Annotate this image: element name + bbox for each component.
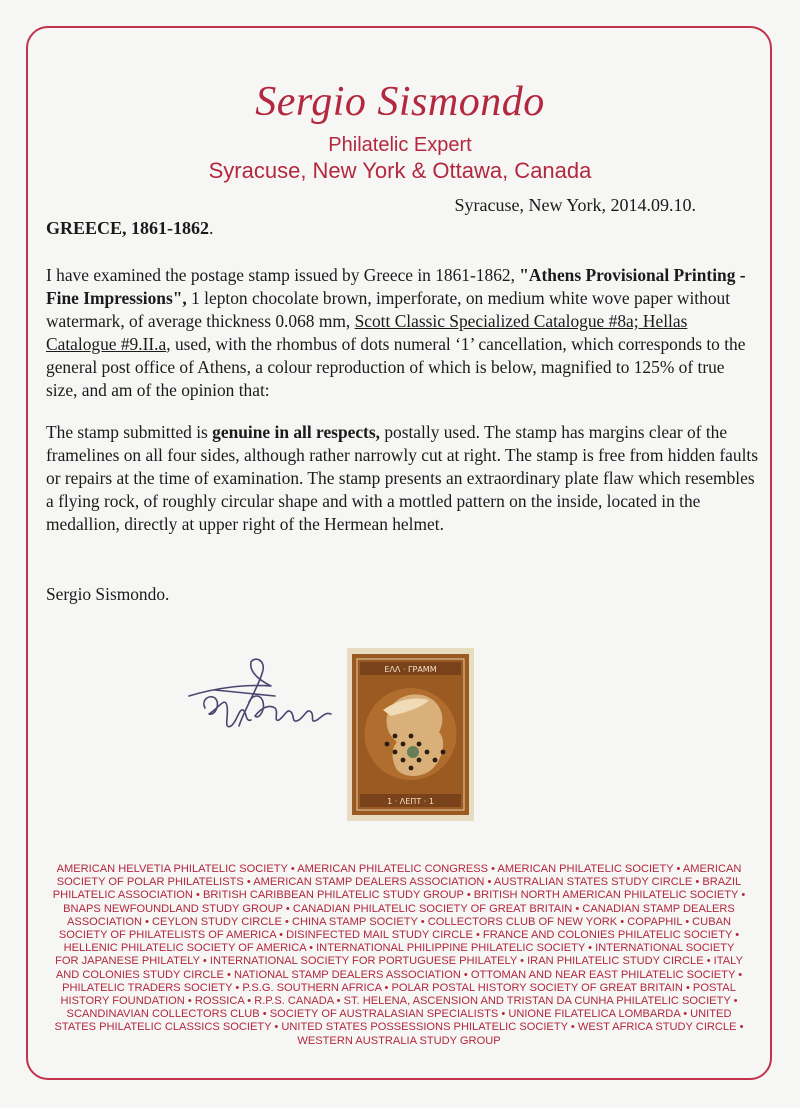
p1-bold-title: "Athens Provisional Printing - Fine Impressions", (46, 265, 746, 308)
p1-text-3: , used, with the rhombus of dots numeral ‘1’ cancellation, which corresponds to the general post office of Athens, a colour reproduction of which is below, magnified to 125% of true size, and am of the opinion that: (46, 334, 746, 400)
p2-bold-verdict: genuine in all respects, (212, 422, 380, 442)
heading-country: GREECE, 1861-1862 (46, 218, 210, 238)
handwritten-signature (175, 650, 345, 750)
p2-text-1: The stamp submitted is (46, 422, 213, 442)
date-line: Syracuse, New York, 2014.09.10. (454, 195, 696, 215)
p1-text-2: 1 lepton chocolate brown, imperforate, on medium white wove paper without watermark, of average thickness 0.068 mm, (46, 288, 731, 331)
p2-text-2: postally used. The stamp has margins clear of the framelines on all four sides, although rather narrowly cut at right. The stamp is free from hidden faults or repairs at the time of examination. The stamp presents an extraordinary plate flaw which resembles a flying rock, of roughly circular shape and with a mottled pattern on the inside, located in the medallion, directly at upper right of the Hermean helmet. (46, 422, 759, 534)
stamp-bottom-text: 1 · ΛΕΠΤ · 1 (387, 797, 434, 806)
stamp-image (347, 648, 474, 821)
closing-signature-name: Sergio Sismondo. (46, 584, 170, 604)
paragraph-opinion (46, 421, 758, 536)
societies-list: AMERICAN HELVETIA PHILATELIC SOCIETY • AMERICAN PHILATELIC CONGRESS • AMERICAN PHILATELIC SOCIETY • AMERICAN SOCIETY OF POLAR PHILATELISTS • AMERICAN STAMP DEALERS ASSOCIATION • AUSTRALIAN STATES STUDY CIRCLE • BRAZIL PHILATELIC ASSOCIATION • BRITISH CARIBBEAN PHILATELIC STUDY GROUP • BRITISH NORTH AMERICAN PHILATELIC SOCIETY • BNAPS NEWFOUNDLAND STUDY GROUP • CANADIAN PHILATELIC SOCIETY OF GREAT BRITAIN • CANADIAN STAMP DEALERS ASSOCIATION • CEYLON STUDY CIRCLE • CHINA STAMP SOCIETY • COLLECTORS CLUB OF NEW YORK • COPAPHIL • CUBAN SOCIETY OF PHILATELISTS OF AMERICA • DISINFECTED MAIL STUDY CIRCLE • FRANCE AND COLONIES PHILATELIC SOCIETY • HELLENIC PHILATELIC SOCIETY OF AMERICA • INTERNATIONAL PHILIPPINE PHILATELIC SOCIETY • INTERNATIONAL SOCIETY FOR JAPANESE PHILATELY • INTERNATIONAL SOCIETY FOR PORTUGUESE PHILATELY • IRAN PHILATELIC STUDY CIRCLE • ITALY AND COLONIES STUDY CIRCLE • NATIONAL STAMP DEALERS ASSOCIATION • OTTOMAN AND NEAR EAST PHILATELIC SOCIETY • PHILATELIC TRADERS SOCIETY • P.S.G. SOUTHERN AFRICA • POLAR POSTAL HISTORY SOCIETY OF GREAT BRITAIN • POSTAL HISTORY FOUNDATION • ROSSICA • R.P.S. CANADA • ST. HELENA, ASCENSION AND TRISTAN DA CUNHA PHILATELIC SOCIETY • SCANDINAVIAN COLLECTORS CLUB • SOCIETY OF AUSTRALASIAN SPECIALISTS • UNIONE FILATELICA LOMBARDA • UNITED STATES PHILATELIC CLASSICS SOCIETY • UNITED STATES POSSESSIONS PHILATELIC SOCIETY • WEST AFRICA STUDY CIRCLE • WESTERN AUSTRALIA STUDY GROUP (52, 863, 746, 1047)
expert-title: Philatelic Expert (328, 134, 472, 156)
stamp-top-text: ΕΛΛ · ΓΡΑΜΜ (384, 665, 437, 674)
expert-name: Sergio Sismondo (255, 79, 545, 125)
certificate-heading (46, 218, 214, 239)
p1-text-1: I have examined the postage stamp issued by Greece in 1861-1862, (46, 265, 520, 285)
heading-suffix: . (209, 218, 214, 238)
p1-catalogue-reference: Scott Classic Specialized Catalogue #8a; Hellas Catalogue #9.II.a (46, 311, 688, 354)
expert-location: Syracuse, New York & Ottawa, Canada (208, 158, 592, 183)
paragraph-description (46, 264, 758, 402)
